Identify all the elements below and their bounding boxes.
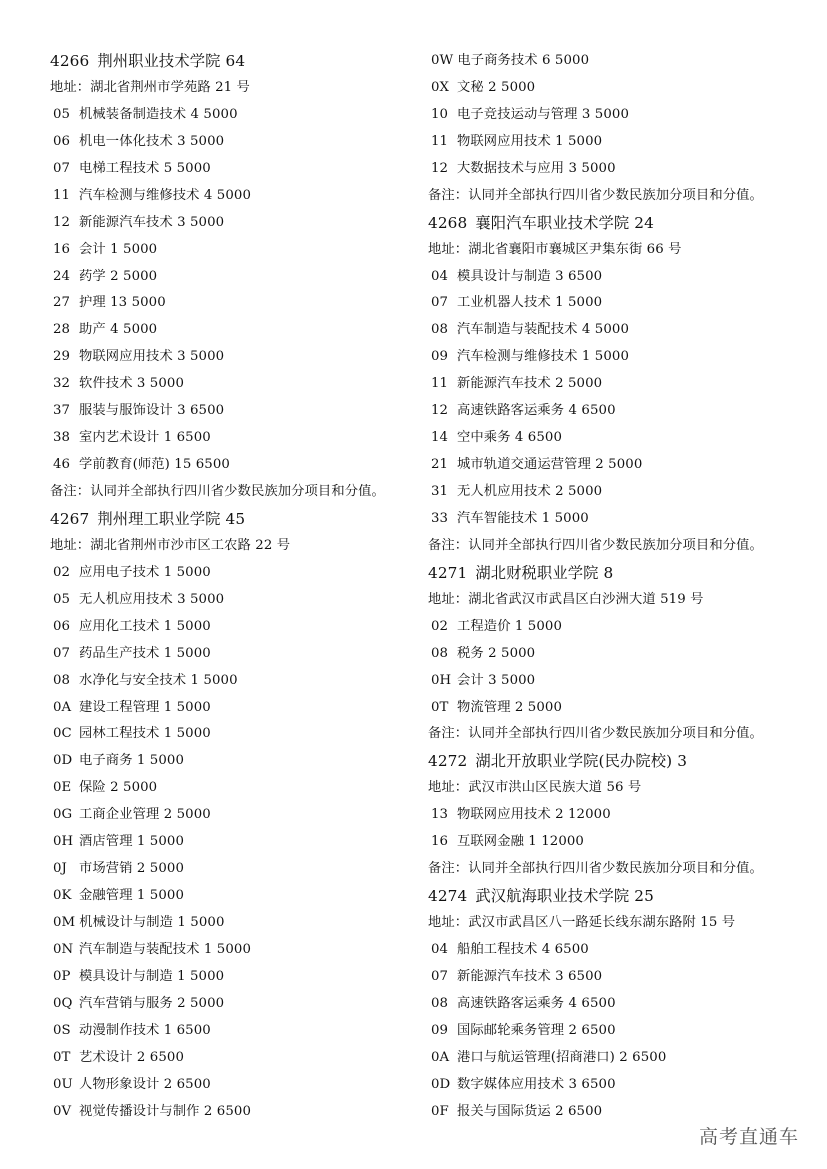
- major-row: [50, 425, 420, 452]
- major-name: 工商企业管理 2 5000: [79, 807, 211, 823]
- major-code: 11: [53, 187, 71, 203]
- major-code: 32: [53, 376, 71, 392]
- major-row: [50, 398, 420, 425]
- school-header: [428, 883, 823, 910]
- major-name: 市场营销 2 5000: [79, 861, 185, 877]
- school-header: [428, 210, 823, 237]
- major-row: [50, 802, 420, 829]
- major-code: 0A: [53, 699, 72, 715]
- major-code: 11: [431, 376, 449, 392]
- major-name: 机电一体化技术 3 5000: [79, 133, 225, 149]
- line-text: 地址：湖北省荆州市学苑路 21 号: [50, 79, 250, 95]
- major-row: [428, 317, 823, 344]
- major-name: 汽车制造与装配技术 1 5000: [79, 941, 252, 957]
- major-row: [50, 964, 420, 991]
- major-code: 02: [53, 564, 71, 580]
- school-name: 湖北开放职业学院(民办院校) 3: [475, 752, 688, 771]
- major-name: 服装与服饰设计 3 6500: [79, 403, 225, 419]
- school-header: [50, 506, 420, 533]
- school-note: [428, 533, 823, 560]
- major-row: [50, 1045, 420, 1072]
- school-address: [50, 75, 420, 102]
- major-name: 汽车营销与服务 2 5000: [79, 995, 225, 1011]
- major-row: [50, 641, 420, 668]
- major-name: 护理 13 5000: [79, 295, 166, 311]
- major-code: 07: [431, 295, 449, 311]
- school-header: [50, 48, 420, 75]
- major-code: 04: [431, 268, 449, 284]
- major-code: 0A: [431, 1049, 450, 1065]
- major-code: 29: [53, 349, 71, 365]
- major-code: 21: [431, 457, 449, 473]
- major-name: 模具设计与制造 1 5000: [79, 968, 225, 984]
- major-name: 汽车检测与维修技术 4 5000: [79, 187, 252, 203]
- major-code: 0Q: [53, 995, 73, 1011]
- major-name: 视觉传播设计与制作 2 6500: [79, 1103, 252, 1119]
- major-code: 09: [431, 1022, 449, 1038]
- major-name: 税务 2 5000: [457, 645, 536, 661]
- major-code: 08: [431, 645, 449, 661]
- major-row: [428, 668, 823, 695]
- major-name: 软件技术 3 5000: [79, 376, 185, 392]
- major-name: 电梯工程技术 5 5000: [79, 160, 211, 176]
- school-address: [428, 237, 823, 264]
- major-name: 建设工程管理 1 5000: [79, 699, 211, 715]
- major-row: [428, 964, 823, 991]
- school-address: [50, 533, 420, 560]
- major-code: 0F: [431, 1103, 449, 1119]
- major-row: [50, 668, 420, 695]
- line-text: 地址：武汉市武昌区八一路延长线东湖东路附 15 号: [428, 915, 736, 930]
- major-name: 新能源汽车技术 3 5000: [79, 214, 225, 230]
- school-name: 武汉航海职业技术学院 25: [475, 887, 654, 906]
- line-text: 地址：湖北省荆州市沙市区工农路 22 号: [50, 537, 291, 553]
- major-code: 0V: [53, 1103, 72, 1119]
- school-note: [50, 479, 420, 506]
- major-name: 艺术设计 2 6500: [79, 1049, 185, 1065]
- major-row: [428, 937, 823, 964]
- major-name: 机械设计与制造 1 5000: [79, 915, 225, 930]
- major-code: 0E: [53, 780, 72, 796]
- major-row: [50, 264, 420, 291]
- major-name: 无人机应用技术 3 5000: [79, 591, 225, 607]
- major-name: 互联网金融 1 12000: [457, 834, 584, 850]
- watermark: 高考直通车: [698, 1126, 799, 1148]
- major-row: [428, 802, 823, 829]
- line-text: 备注：认同并全部执行四川省少数民族加分项目和分值。: [428, 861, 763, 877]
- major-name: 园林工程技术 1 5000: [79, 726, 211, 742]
- school-header: [428, 748, 823, 775]
- line-text: 备注：认同并全部执行四川省少数民族加分项目和分值。: [428, 187, 763, 203]
- major-row: [428, 614, 823, 641]
- major-code: 13: [431, 807, 449, 823]
- major-code: 05: [53, 591, 71, 607]
- major-name: 会计 1 5000: [79, 241, 158, 257]
- major-name: 国际邮轮乘务管理 2 6500: [457, 1022, 616, 1038]
- major-row: [50, 937, 420, 964]
- major-code: 04: [431, 941, 449, 957]
- line-text: 地址：武汉市洪山区民族大道 56 号: [428, 780, 642, 796]
- major-code: 0C: [53, 726, 72, 742]
- major-code: 0H: [53, 834, 74, 850]
- major-row: [50, 856, 420, 883]
- major-row: [50, 290, 420, 317]
- major-row: [50, 102, 420, 129]
- major-name: 机械装备制造技术 4 5000: [79, 106, 238, 122]
- line-text: 备注：认同并全部执行四川省少数民族加分项目和分值。: [428, 726, 763, 742]
- major-row: [50, 129, 420, 156]
- school-address: [428, 775, 823, 802]
- major-name: 物流管理 2 5000: [457, 699, 563, 715]
- major-code: 37: [53, 403, 71, 419]
- major-row: [428, 102, 823, 129]
- school-code: 4267: [50, 509, 90, 528]
- line-text: 地址：湖北省襄阳市襄城区尹集东街 66 号: [428, 241, 682, 257]
- major-code: 11: [431, 133, 449, 149]
- major-code: 0K: [53, 888, 72, 904]
- major-code: 0D: [431, 1076, 451, 1092]
- major-row: [50, 829, 420, 856]
- major-row: [428, 264, 823, 291]
- major-row: [428, 75, 823, 102]
- major-code: 0W: [431, 53, 454, 68]
- major-row: [428, 425, 823, 452]
- major-row: [428, 1018, 823, 1045]
- major-code: 0T: [431, 699, 449, 715]
- major-code: 33: [431, 510, 449, 526]
- major-name: 无人机应用技术 2 5000: [457, 484, 603, 499]
- major-name: 文秘 2 5000: [457, 79, 536, 95]
- major-code: 27: [53, 295, 71, 311]
- major-name: 助产 4 5000: [79, 322, 158, 338]
- major-name: 工业机器人技术 1 5000: [457, 295, 603, 311]
- line-text: 地址：湖北省武汉市武昌区白沙洲大道 519 号: [428, 591, 704, 607]
- major-name: 酒店管理 1 5000: [79, 834, 185, 850]
- major-name: 新能源汽车技术 2 5000: [457, 376, 603, 392]
- major-row: [50, 452, 420, 479]
- major-name: 新能源汽车技术 3 6500: [457, 968, 603, 984]
- major-code: 0N: [53, 941, 74, 957]
- major-code: 06: [53, 618, 71, 634]
- major-code: 46: [53, 457, 71, 473]
- major-row: [50, 1099, 420, 1126]
- major-row: [50, 371, 420, 398]
- major-name: 金融管理 1 5000: [79, 888, 185, 904]
- major-name: 船舶工程技术 4 6500: [457, 941, 589, 957]
- major-row: [428, 398, 823, 425]
- major-name: 汽车制造与装配技术 4 5000: [457, 322, 630, 338]
- major-name: 物联网应用技术 3 5000: [79, 349, 225, 365]
- major-name: 人物形象设计 2 6500: [79, 1076, 211, 1092]
- major-row: [428, 641, 823, 668]
- major-code: 28: [53, 322, 71, 338]
- major-row: [50, 1018, 420, 1045]
- major-name: 电子竞技运动与管理 3 5000: [457, 106, 630, 122]
- major-code: 16: [431, 834, 449, 850]
- major-code: 0X: [431, 79, 450, 95]
- major-name: 药品生产技术 1 5000: [79, 645, 211, 661]
- major-name: 数字媒体应用技术 3 6500: [457, 1076, 616, 1092]
- major-name: 报关与国际货运 2 6500: [457, 1103, 603, 1119]
- school-address: [428, 910, 823, 937]
- major-name: 学前教育(师范) 15 6500: [79, 457, 230, 473]
- major-row: [428, 991, 823, 1018]
- school-code: 4266: [50, 52, 90, 70]
- major-row: [50, 560, 420, 587]
- major-row: [50, 775, 420, 802]
- major-name: 高速铁路客运乘务 4 6500: [457, 403, 616, 419]
- major-code: 0G: [53, 807, 73, 823]
- major-row: [428, 129, 823, 156]
- school-code: 4274: [428, 887, 468, 906]
- major-code: 05: [53, 106, 71, 122]
- major-name: 模具设计与制造 3 6500: [457, 268, 603, 284]
- school-address: [428, 587, 823, 614]
- major-name: 汽车智能技术 1 5000: [457, 510, 589, 526]
- major-name: 大数据技术与应用 3 5000: [457, 160, 616, 176]
- major-name: 应用电子技术 1 5000: [79, 564, 211, 580]
- major-code: 0U: [53, 1076, 73, 1092]
- school-note: [428, 183, 823, 210]
- school-name: 湖北财税职业学院 8: [475, 563, 614, 582]
- major-row: [50, 910, 420, 937]
- major-name: 水净化与安全技术 1 5000: [79, 672, 238, 688]
- major-name: 高速铁路客运乘务 4 6500: [457, 995, 616, 1011]
- school-name: 荆州职业技术学院 64: [97, 52, 246, 70]
- major-row: [50, 183, 420, 210]
- major-row: [428, 1072, 823, 1099]
- major-row: [50, 883, 420, 910]
- major-code: 12: [431, 160, 449, 176]
- major-row: [428, 1045, 823, 1072]
- school-note: [428, 856, 823, 883]
- major-code: 0D: [53, 753, 73, 769]
- major-name: 空中乘务 4 6500: [457, 430, 563, 446]
- major-name: 动漫制作技术 1 6500: [79, 1022, 211, 1038]
- major-name: 电子商务技术 6 5000: [457, 53, 590, 68]
- major-code: 07: [431, 968, 449, 984]
- major-code: 02: [431, 618, 449, 634]
- major-row: [50, 587, 420, 614]
- major-code: 08: [431, 322, 449, 338]
- line-text: 备注：认同并全部执行四川省少数民族加分项目和分值。: [428, 537, 763, 553]
- major-name: 汽车检测与维修技术 1 5000: [457, 349, 630, 365]
- major-name: 室内艺术设计 1 6500: [79, 430, 211, 446]
- major-code: 12: [53, 214, 71, 230]
- major-row: [50, 237, 420, 264]
- major-row: [50, 991, 420, 1018]
- major-row: [50, 1072, 420, 1099]
- major-code: 09: [431, 349, 449, 365]
- major-row: [50, 317, 420, 344]
- major-name: 港口与航运管理(招商港口) 2 6500: [457, 1049, 667, 1065]
- major-row: [50, 748, 420, 775]
- major-code: 0P: [53, 968, 71, 984]
- major-row: [428, 452, 823, 479]
- major-name: 会计 3 5000: [457, 672, 536, 688]
- school-code: 4271: [428, 563, 468, 582]
- school-header: [428, 560, 823, 587]
- major-code: 14: [431, 430, 449, 446]
- major-row: [428, 506, 823, 533]
- school-code: 4268: [428, 213, 468, 232]
- school-code: 4272: [428, 752, 468, 771]
- major-code: 0M: [53, 915, 76, 930]
- major-name: 物联网应用技术 2 12000: [457, 807, 611, 823]
- major-code: 31: [431, 484, 449, 499]
- major-code: 08: [53, 672, 71, 688]
- right-column: [428, 48, 823, 1126]
- major-code: 24: [53, 268, 71, 284]
- major-row: [50, 210, 420, 237]
- major-row: [50, 614, 420, 641]
- major-code: 38: [53, 430, 71, 446]
- major-code: 0J: [53, 861, 67, 877]
- major-row: [428, 290, 823, 317]
- major-name: 工程造价 1 5000: [457, 618, 563, 634]
- major-row: [428, 695, 823, 722]
- major-code: 06: [53, 133, 71, 149]
- major-row: [428, 371, 823, 398]
- school-note: [428, 721, 823, 748]
- major-code: 07: [53, 160, 71, 176]
- major-row: [428, 829, 823, 856]
- major-name: 城市轨道交通运营管理 2 5000: [457, 457, 643, 473]
- major-code: 10: [431, 106, 449, 122]
- major-row: [50, 344, 420, 371]
- major-code: 12: [431, 403, 449, 419]
- major-code: 0T: [53, 1049, 71, 1065]
- major-name: 应用化工技术 1 5000: [79, 618, 211, 634]
- major-row: [50, 721, 420, 748]
- major-name: 物联网应用技术 1 5000: [457, 133, 603, 149]
- major-row: [50, 156, 420, 183]
- major-code: 0S: [53, 1022, 71, 1038]
- major-name: 保险 2 5000: [79, 780, 158, 796]
- school-name: 襄阳汽车职业技术学院 24: [475, 213, 654, 232]
- major-row: [428, 48, 823, 75]
- major-row: [428, 156, 823, 183]
- major-code: 0H: [431, 672, 452, 688]
- major-name: 电子商务 1 5000: [79, 753, 185, 769]
- major-name: 药学 2 5000: [79, 268, 158, 284]
- major-row: [428, 344, 823, 371]
- major-row: [50, 695, 420, 722]
- school-name: 荆州理工职业学院 45: [97, 509, 246, 528]
- major-code: 07: [53, 645, 71, 661]
- line-text: 备注：认同并全部执行四川省少数民族加分项目和分值。: [50, 484, 385, 499]
- left-column: [50, 48, 420, 1126]
- major-code: 16: [53, 241, 71, 257]
- major-row: [428, 479, 823, 506]
- major-code: 08: [431, 995, 449, 1011]
